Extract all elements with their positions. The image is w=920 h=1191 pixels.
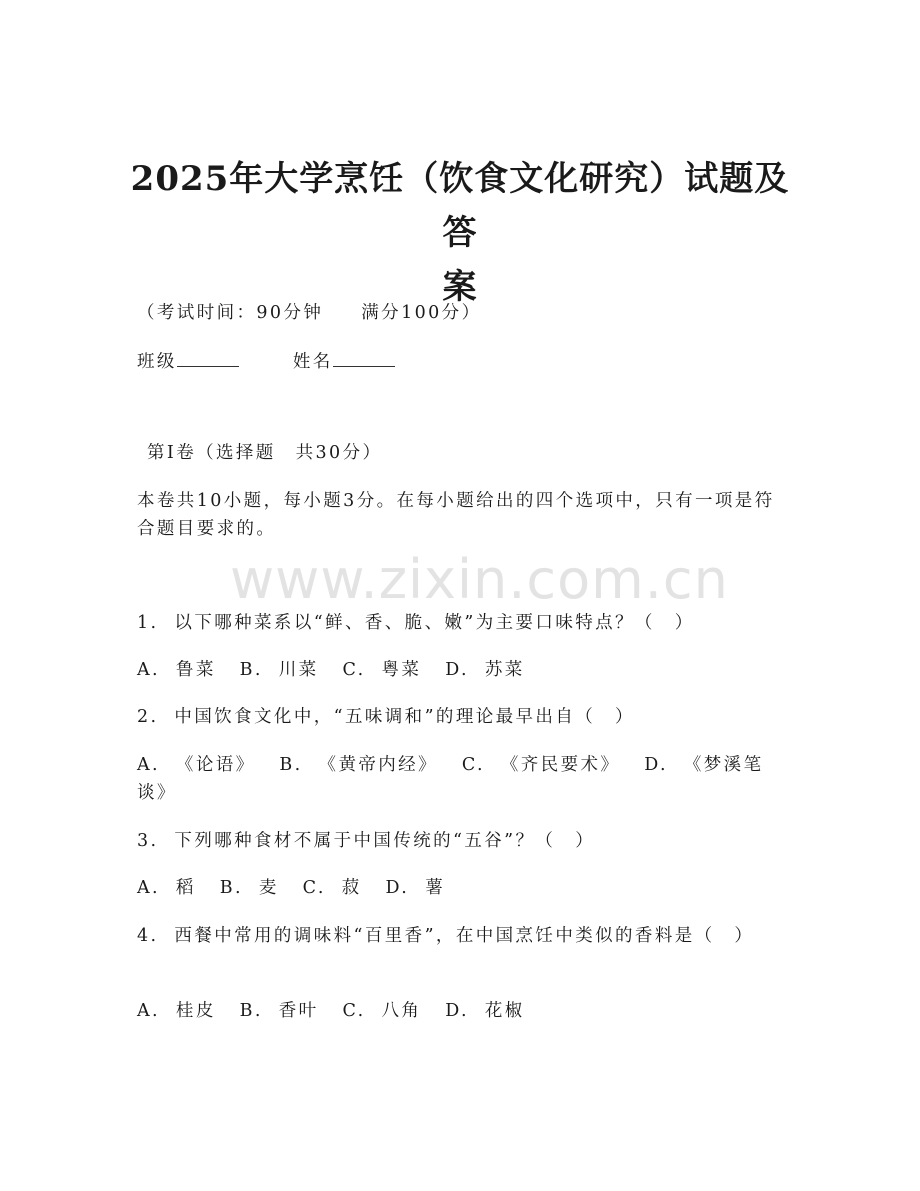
class-blank (177, 352, 239, 367)
exam-info (137, 300, 481, 326)
name-blank (333, 352, 395, 367)
question-3-options: A. 稻 B. 麦 C. 菽 D. 薯 (137, 878, 446, 898)
question-2-options: A. 《论语》 B. 《黄帝内经》 C. 《齐民要术》 D. 《梦溪笔谈》 (137, 755, 764, 803)
exam-time: （考试时间：90分钟 (137, 303, 324, 323)
document-title (120, 152, 800, 314)
student-info (137, 349, 395, 375)
name-label: 姓名 (292, 352, 333, 372)
full-score: 满分100分） (361, 303, 482, 323)
title-line-2: 案 (442, 267, 478, 307)
class-label: 班级 (137, 352, 177, 372)
section-instructions: 本卷共10小题，每小题3分。在每小题给出的四个选项中，只有一项是符合题目要求的。 (137, 491, 775, 539)
question-3-stem: 3. 下列哪种食材不属于中国传统的“五谷”？（ ） (137, 831, 596, 851)
question-1-options: A. 鲁菜 B. 川菜 C. 粤菜 D. 苏菜 (137, 660, 525, 680)
question-4-stem: 4. 西餐中常用的调味料“百里香”，在中国烹饪中类似的香料是（ ） (137, 926, 755, 946)
section-title: 第Ⅰ卷（选择题 共30分） (147, 443, 383, 463)
question-2-stem: 2. 中国饮食文化中，“五味调和”的理论最早出自（ ） (137, 707, 635, 727)
question-4-options: A. 桂皮 B. 香叶 C. 八角 D. 花椒 (137, 1001, 525, 1021)
title-line-1: 2025年大学烹饪（饮食文化研究）试题及答 (130, 159, 790, 253)
watermark: www.zixin.com.cn (230, 548, 729, 611)
question-1-stem: 1. 以下哪种菜系以“鲜、香、脆、嫩”为主要口味特点？（ ） (137, 613, 695, 633)
